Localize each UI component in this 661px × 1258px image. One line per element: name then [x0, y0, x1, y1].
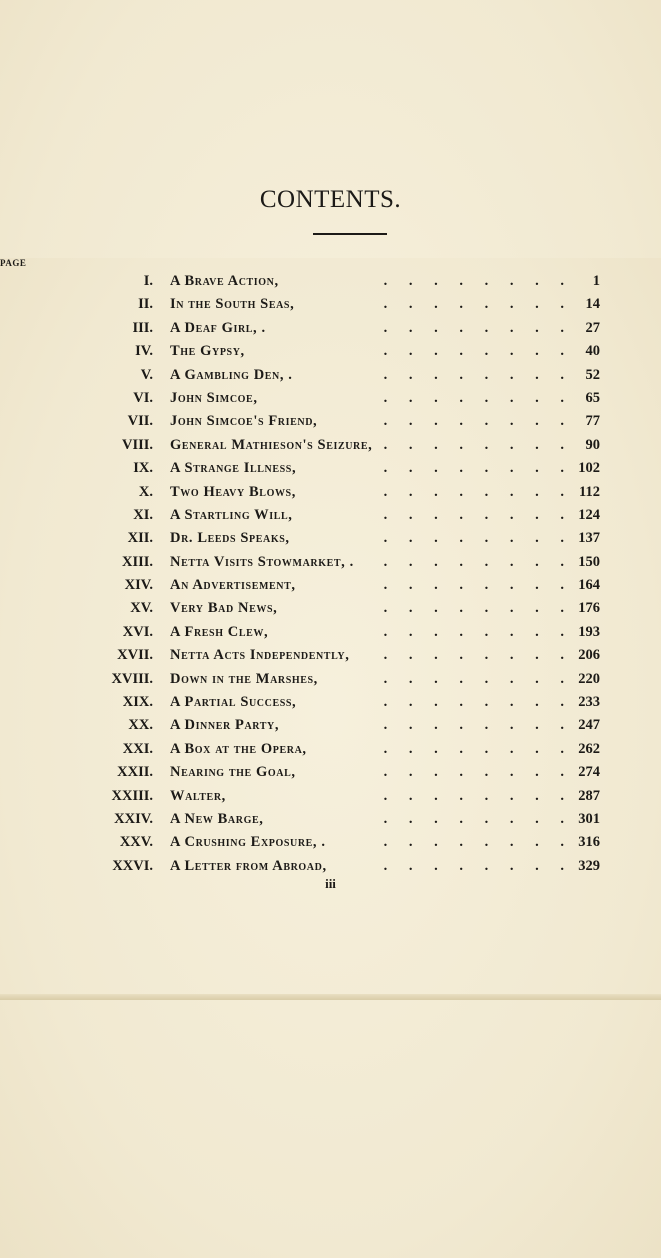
contents-row — [0, 434, 661, 457]
chapter-title: A New Barge, — [170, 810, 264, 827]
chapter-title: In the South Seas, — [170, 296, 295, 313]
chapter-number: XXVI. — [112, 857, 153, 874]
page-number: 40 — [585, 343, 600, 360]
chapter-number: VII. — [127, 413, 153, 430]
dot-leader: . . . . . . . . — [383, 647, 573, 664]
dot-leader: . . . . . . . . — [383, 319, 573, 336]
chapter-number: XV. — [130, 600, 153, 617]
dot-leader: . . . . . . . . — [383, 623, 573, 640]
dot-leader: . . . . . . . . — [383, 577, 573, 594]
chapter-title: A Partial Success, — [170, 694, 297, 711]
dot-leader: . . . . . . . . — [383, 530, 573, 547]
contents-row — [0, 691, 661, 714]
page-number: 233 — [578, 694, 600, 711]
chapter-title: Two Heavy Blows, — [170, 483, 296, 500]
page-number: 77 — [585, 413, 600, 430]
chapter-number: II. — [138, 296, 153, 313]
contents-row — [0, 410, 661, 433]
contents-row — [0, 527, 661, 550]
chapter-number: XVI. — [122, 623, 153, 640]
page-number: 14 — [585, 296, 600, 313]
chapter-number: XIX. — [122, 694, 153, 711]
contents-row — [0, 644, 661, 667]
page-number: 287 — [578, 787, 600, 804]
dot-leader: . . . . . . . . — [383, 834, 573, 851]
chapter-number: IX. — [133, 460, 153, 477]
page-number: 176 — [578, 600, 600, 617]
chapter-title: Down in the Marshes, — [170, 670, 318, 687]
contents-row — [0, 574, 661, 597]
chapter-number: XII. — [127, 530, 153, 547]
contents-row — [0, 340, 661, 363]
chapter-number: X. — [138, 483, 153, 500]
contents-row — [0, 551, 661, 574]
chapter-title: General Mathieson's Seizure, — [170, 436, 373, 453]
chapter-number: I. — [143, 273, 153, 289]
page-number: 274 — [578, 764, 600, 781]
chapter-title: A Crushing Exposure, . — [170, 834, 326, 851]
chapter-number: V. — [140, 366, 153, 383]
contents-row — [0, 621, 661, 644]
page-number: 112 — [579, 483, 600, 500]
dot-leader: . . . . . . . . — [383, 413, 573, 430]
chapter-number: VI. — [133, 389, 153, 406]
dot-leader: . . . . . . . . — [383, 764, 573, 781]
contents-row — [0, 808, 661, 831]
page-number: 164 — [578, 577, 600, 594]
page-number: 65 — [585, 389, 600, 406]
page-number: 124 — [578, 506, 600, 523]
chapter-number: XVIII. — [111, 670, 153, 687]
chapter-number: XI. — [133, 506, 153, 523]
chapter-number: XIII. — [121, 553, 153, 570]
contents-list — [0, 270, 661, 878]
chapter-title: Dr. Leeds Speaks, — [170, 530, 290, 547]
chapter-title: A Deaf Girl, . — [170, 319, 266, 336]
chapter-number: IV. — [135, 343, 153, 360]
dot-leader: . . . . . . . . — [383, 670, 573, 687]
chapter-number: XXII. — [117, 764, 153, 781]
contents-row — [0, 785, 661, 808]
chapter-title: Netta Visits Stowmarket, . — [170, 553, 354, 570]
contents-row — [0, 504, 661, 527]
dot-leader: . . . . . . . . — [383, 787, 573, 804]
chapter-title: A Dinner Party, — [170, 717, 280, 734]
page-title: CONTENTS. — [259, 186, 402, 213]
chapter-number: XXI. — [122, 740, 153, 757]
page-number: 206 — [578, 647, 600, 664]
dot-leader: . . . . . . . . — [383, 389, 573, 406]
chapter-title: Very Bad News, — [170, 600, 278, 617]
chapter-title: A Strange Illness, — [170, 460, 297, 477]
contents-row — [0, 855, 661, 878]
contents-row — [0, 761, 661, 784]
chapter-number: XX. — [128, 717, 153, 734]
chapter-title: A Gambling Den, . — [170, 366, 293, 383]
page-column-header: PAGE — [0, 258, 661, 1258]
page-number: 52 — [585, 366, 600, 383]
chapter-title: Walter, — [170, 787, 226, 804]
chapter-title: John Simcoe's Friend, — [170, 413, 318, 430]
dot-leader: . . . . . . . . — [383, 810, 573, 827]
dot-leader: . . . . . . . . — [383, 460, 573, 477]
contents-row — [0, 364, 661, 387]
page-number: 220 — [578, 670, 600, 687]
chapter-title: Netta Acts Independently, — [170, 647, 350, 664]
contents-row — [0, 293, 661, 316]
dot-leader: . . . . . . . . — [383, 857, 573, 874]
dot-leader: . . . . . . . . — [383, 273, 573, 289]
contents-row — [0, 597, 661, 620]
dot-leader: . . . . . . . . — [383, 483, 573, 500]
dot-leader: . . . . . . . . — [383, 740, 573, 757]
chapter-title: A Letter from Abroad, — [170, 857, 327, 874]
page-number: 102 — [578, 460, 600, 477]
chapter-title: A Brave Action, — [170, 273, 279, 289]
chapter-title: The Gypsy, — [170, 343, 245, 360]
page-number: 150 — [578, 553, 600, 570]
contents-row — [0, 317, 661, 340]
contents-row — [0, 387, 661, 410]
contents-row — [0, 481, 661, 504]
page-number: 193 — [578, 623, 600, 640]
chapter-title: Nearing the Goal, — [170, 764, 296, 781]
chapter-title: A Startling Will, — [170, 506, 293, 523]
chapter-number: XVII. — [117, 647, 153, 664]
chapter-title: An Advertisement, — [170, 577, 296, 594]
dot-leader: . . . . . . . . — [383, 366, 573, 383]
contents-row — [0, 714, 661, 737]
chapter-number: III. — [132, 319, 153, 336]
page-number: 316 — [578, 834, 600, 851]
contents-row — [0, 457, 661, 480]
dot-leader: . . . . . . . . — [383, 694, 573, 711]
page-number: 1 — [592, 273, 600, 289]
dot-leader: . . . . . . . . — [383, 436, 573, 453]
page-number: 262 — [578, 740, 600, 757]
page-number: 247 — [578, 717, 600, 734]
chapter-number: XXV. — [119, 834, 153, 851]
chapter-number: XIV. — [124, 577, 153, 594]
title-rule — [313, 233, 387, 235]
page-number: 137 — [578, 530, 600, 547]
contents-row — [0, 270, 661, 293]
dot-leader: . . . . . . . . — [383, 296, 573, 313]
page-number: 27 — [585, 319, 600, 336]
chapter-number: XXIV. — [114, 810, 153, 827]
page-number: 301 — [578, 810, 600, 827]
page-folio: iii — [325, 876, 336, 891]
page-number: 90 — [585, 436, 600, 453]
page-number: 329 — [578, 857, 600, 874]
dot-leader: . . . . . . . . — [383, 600, 573, 617]
dot-leader: . . . . . . . . — [383, 717, 573, 734]
dot-leader: . . . . . . . . — [383, 553, 573, 570]
chapter-number: XXIII. — [111, 787, 153, 804]
chapter-title: A Fresh Clew, — [170, 623, 269, 640]
contents-row — [0, 831, 661, 854]
contents-row — [0, 738, 661, 761]
contents-row — [0, 668, 661, 691]
chapter-title: A Box at the Opera, — [170, 740, 307, 757]
dot-leader: . . . . . . . . — [383, 343, 573, 360]
chapter-title: John Simcoe, — [170, 389, 258, 406]
page-bottom-edge — [0, 994, 661, 1000]
chapter-number: VIII. — [121, 436, 153, 453]
dot-leader: . . . . . . . . — [383, 506, 573, 523]
